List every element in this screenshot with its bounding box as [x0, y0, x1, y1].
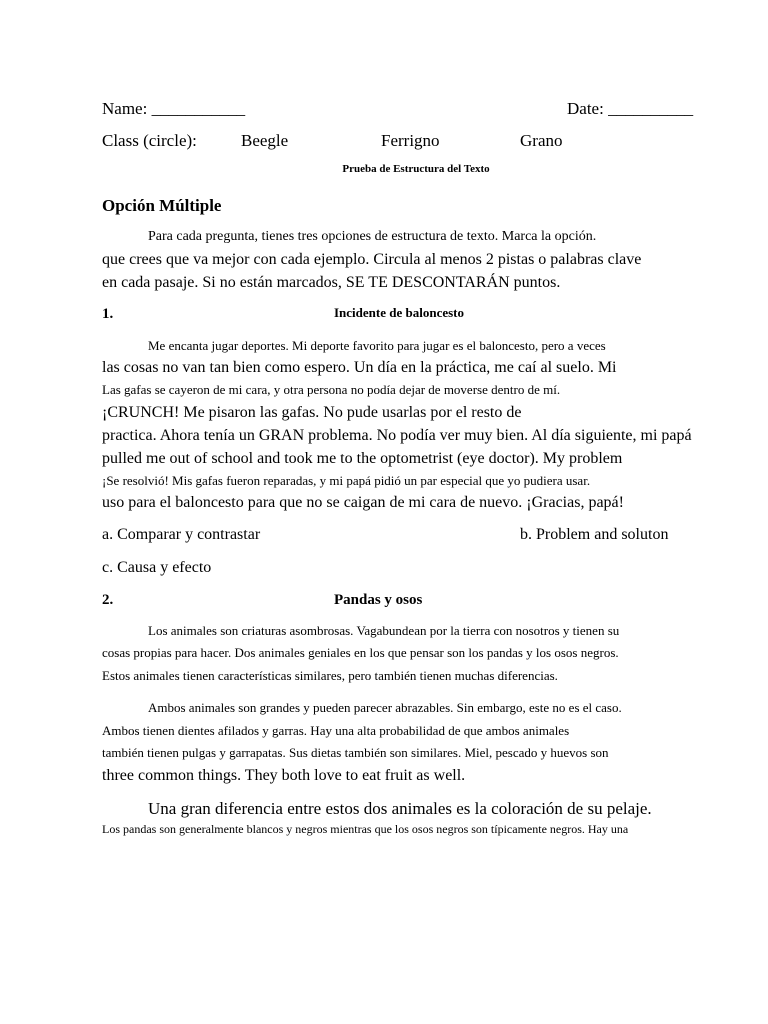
passage-line: uso para el baloncesto para que no se caigan de mi cara de nuevo. ¡Gracias, papá! [102, 494, 624, 511]
passage-line: ¡Se resolvió! Mis gafas fueron reparadas, y mi papá pidió un par especial que yo pudiera usar. [102, 473, 591, 488]
passage-line: Me encanta jugar deportes. Mi deporte favorito para jugar es el baloncesto, pero a veces [148, 338, 606, 353]
option-b: b. Problem and soluton [520, 526, 669, 543]
instructions-line: Para cada pregunta, tienes tres opciones de estructura de texto. Marca la opción. [148, 229, 597, 244]
test-title: Prueba de Estructura del Texto [342, 163, 490, 175]
date-field-label: Date: __________ [567, 99, 694, 118]
passage-line: Ambos tienen dientes afilados y garras. Hay una alta probabilidad de que ambos animales [102, 723, 570, 738]
question-number: 1. [102, 306, 114, 322]
class-option-beegle: Beegle [241, 131, 289, 150]
passage-line: Las gafas se cayeron de mi cara, y otra persona no podía dejar de moverse dentro de mí. [102, 382, 561, 397]
passage-line: three common things. They both love to eat fruit as well. [102, 767, 466, 784]
class-label: Class (circle): [102, 131, 197, 150]
class-option-grano: Grano [520, 131, 563, 150]
passage-line: pulled me out of school and took me to the optometrist (eye doctor). My problem [102, 450, 623, 467]
passage-line: ¡CRUNCH! Me pisaron las gafas. No pude usarlas por el resto de [102, 404, 522, 421]
passage-line: Estos animales tienen características similares, pero también tienen muchas diferencias. [102, 668, 558, 683]
section-heading: Opción Múltiple [102, 196, 222, 215]
question-number: 2. [102, 592, 114, 608]
passage-line: Ambos animales son grandes y pueden parecer abrazables. Sin embargo, este no es el caso. [148, 700, 622, 715]
option-a: a. Comparar y contrastar [102, 526, 261, 543]
passage-line: Los animales son criaturas asombrosas. Vagabundean por la tierra con nosotros y tienen su [148, 623, 620, 638]
class-option-ferrigno: Ferrigno [381, 131, 440, 150]
passage-line: también tienen pulgas y garrapatas. Sus dietas también son similares. Miel, pescado y huevos son [102, 745, 609, 760]
option-c: c. Causa y efecto [102, 559, 212, 576]
instructions-line: que crees que va mejor con cada ejemplo. Circula al menos 2 pistas o palabras clave [102, 251, 642, 268]
passage-line: practica. Ahora tenía un GRAN problema. No podía ver muy bien. Al día siguiente, mi papá [102, 427, 692, 444]
passage-line: Los pandas son generalmente blancos y negros mientras que los osos negros son típicamente negros. Hay una [102, 822, 629, 836]
question-title: Incidente de baloncesto [334, 305, 464, 320]
name-field-label: Name: ___________ [102, 99, 246, 118]
question-title: Pandas y osos [334, 592, 423, 608]
passage-line: cosas propias para hacer. Dos animales geniales en los que pensar son los pandas y los osos negros. [102, 645, 619, 660]
passage-line: Una gran diferencia entre estos dos animales es la coloración de su pelaje. [148, 799, 652, 818]
passage-line: las cosas no van tan bien como espero. Un día en la práctica, me caí al suelo. Mi [102, 359, 617, 376]
instructions-line: en cada pasaje. Si no están marcados, SE TE DESCONTARÁN puntos. [102, 274, 561, 291]
